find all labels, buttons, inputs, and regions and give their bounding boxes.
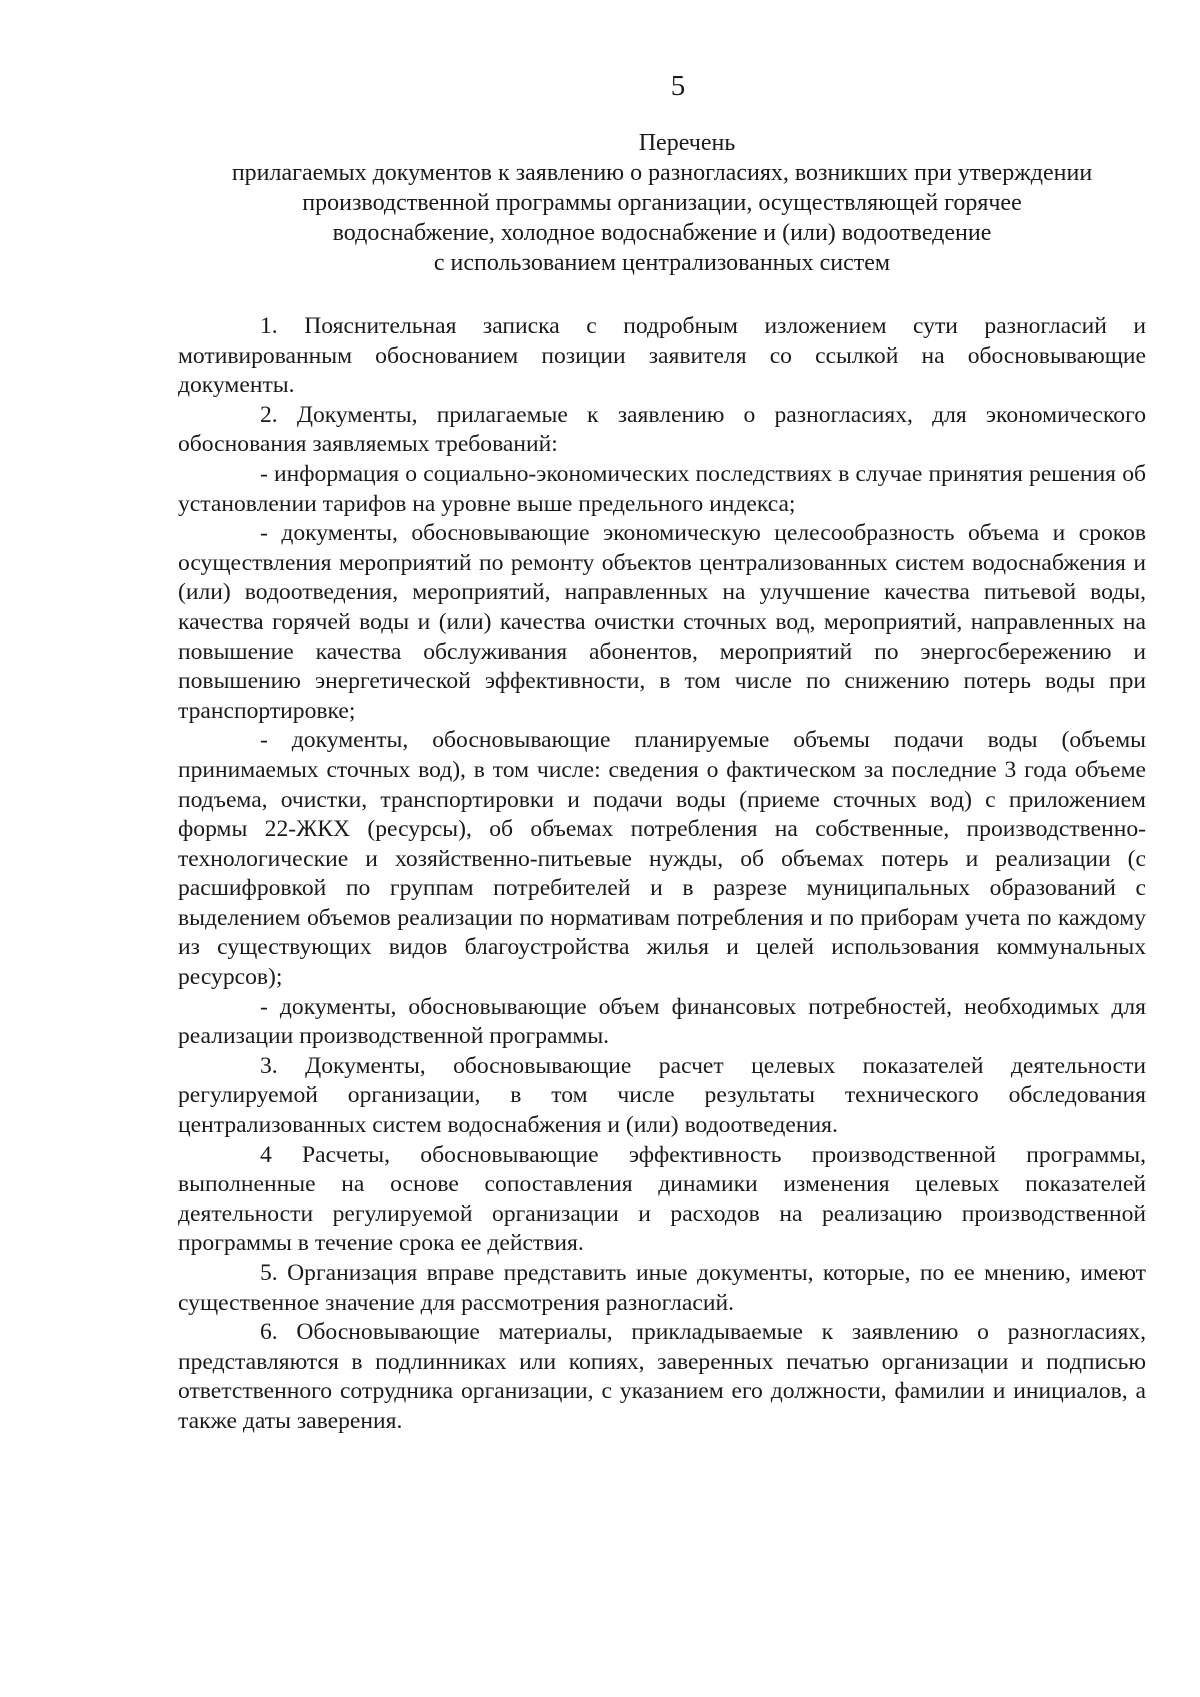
document-title: Перечень — [638, 130, 736, 156]
paragraph-dash-item: - информация о социально-экономических последствиях в случае принятия решения об установлении тарифов на уровне выше предельного индекса; — [178, 460, 1146, 517]
paragraph-item-3: 3. Документы, обосновывающие расчет целевых показателей деятельности регулируемой организации, в том числе результаты технического обследования централизованных систем водоснабжения и (или) водоотведения. — [178, 1052, 1146, 1139]
document-subtitle-line: прилагаемых документов к заявлению о разногласиях, возникших при утверждении — [231, 160, 1093, 186]
document-heading — [178, 128, 1146, 278]
paragraph-dash-item: - документы, обосновывающие планируемые объемы подачи воды (объемы принимаемых сточных вод), в том числе: сведения о фактическом за последние 3 года объеме подъема, очистки, транспортировки и подачи воды (приеме сточных вод) с приложением формы 22-ЖКХ (ресурсы), об объемах потребления на собственные, производственно-технологические и хозяйственно-питьевые нужды, об объемах потерь и реализации (с расшифровкой по группам потребителей и в разрезе муниципальных образований с выделением объемов реализации по нормативам потребления и по приборам учета по каждому из существующих видов благоустройства жилья и целей использования коммунальных ресурсов); — [178, 727, 1146, 991]
page-number: 5 — [670, 70, 686, 102]
document-subtitle-line: водоснабжение, холодное водоснабжение и (или) водоотведение — [332, 220, 992, 246]
document-subtitle-line: с использованием централизованных систем — [433, 250, 891, 276]
paragraph-item-1: 1. Пояснительная записка с подробным изложением сути разногласий и мотивированным обоснованием позиции заявителя со ссылкой на обосновывающие документы. — [178, 313, 1146, 399]
paragraph-item-6: 6. Обосновывающие материалы, прикладываемые к заявлению о разногласиях, представляются в подлинниках или копиях, заверенных печатью организации и подписью ответственного сотрудника организации, с указанием его должности, фамилии и инициалов, а также даты заверения. — [178, 1319, 1146, 1434]
paragraph-dash-item: - документы, обосновывающие объем финансовых потребностей, необходимых для реализации производственной программы. — [178, 993, 1146, 1050]
paragraph-dash-item: - документы, обосновывающие экономическую целесообразность объема и сроков осуществления мероприятий по ремонту объектов централизованных систем водоснабжения и (или) водоотведения, мероприятий, направленных на улучшение качества питьевой воды, качества горячей воды и (или) качества очистки сточных вод, мероприятий, направленных на повышение качества обслуживания абонентов, мероприятий по энергосбережению и повышению энергетической эффективности, в том числе по снижению потерь воды при транспортировке; — [178, 520, 1146, 724]
document-body — [178, 312, 1146, 1437]
document-subtitle-line: производственной программы организации, осуществляющей горячее — [302, 190, 1022, 216]
paragraph-item-2: 2. Документы, прилагаемые к заявлению о разногласиях, для экономического обоснования заявляемых требований: — [178, 401, 1146, 458]
paragraph-item-5: 5. Организация вправе представить иные документы, которые, по ее мнению, имеют существенное значение для рассмотрения разногласий. — [178, 1260, 1146, 1316]
paragraph-item-4: 4 Расчеты, обосновывающие эффективность производственной программы, выполненные на основе сопоставления динамики изменения целевых показателей деятельности регулируемой организации и расходов на реализацию производственной программы в течение срока ее действия. — [178, 1141, 1146, 1257]
